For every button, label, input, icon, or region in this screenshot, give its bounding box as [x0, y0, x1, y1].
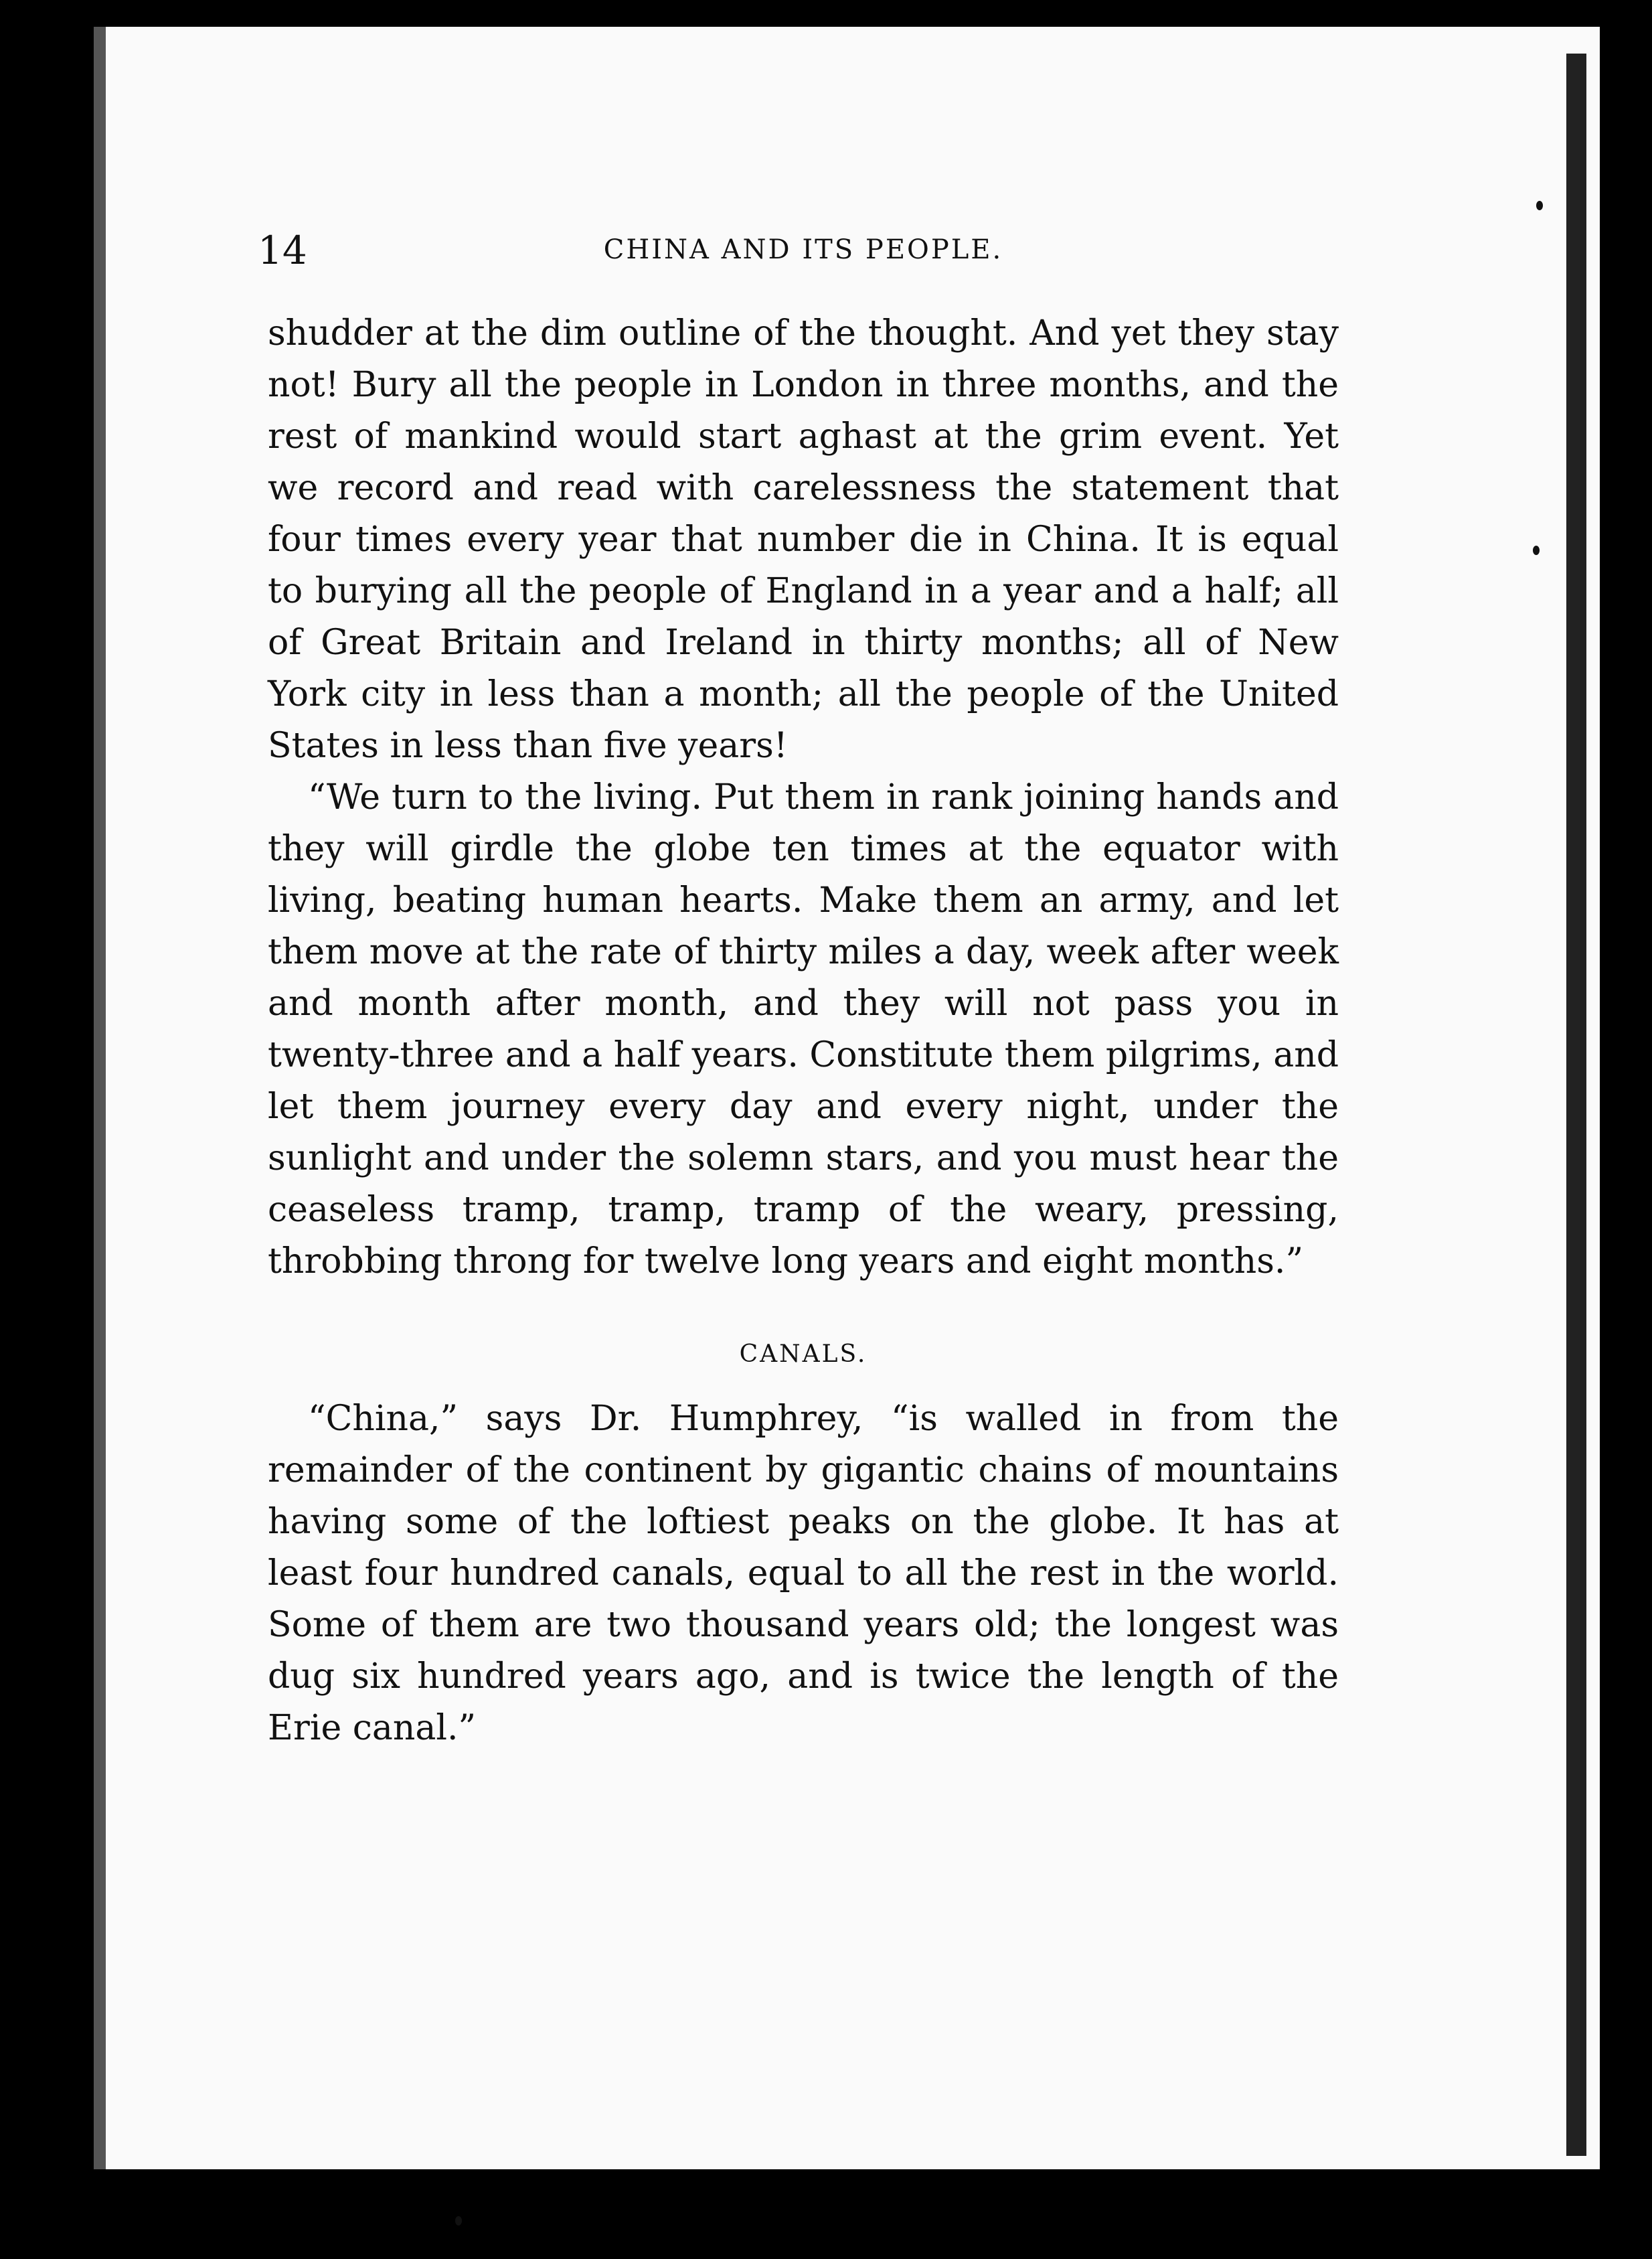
section-paragraph: “China,” says Dr. Humphrey, “is walled in from the remainder of the continent by gigantic chains of mountains having some of the loftiest peaks on the globe. It has at least four hundred canals, equal to all the rest in the world. Some of them are two thousand years old; the longest was dug six hundred years ago, and is twice the length of the Erie canal.”: [268, 1399, 1339, 1748]
body-text: [268, 308, 1339, 1754]
paragraph-2: “We turn to the living. Put them in rank joining hands and they will girdle the globe ten times at the equator with living, beating human hearts. Make them an army, and let them move at the rate of thirty miles a day, week after week and month after month, and they will not pass you in twenty-three and a half years. Constitute them pilgrims, and let them journey every day and every night, under the sunlight and under the solemn stars, and you must hear the ceaseless tramp, tramp, tramp of the weary, pressing, throbbing throng for twelve long years and eight months.”: [268, 777, 1339, 1281]
facing-page-edge: [1560, 27, 1600, 2169]
page-header: [258, 221, 1349, 281]
section-heading: CANALS.: [739, 1340, 868, 1368]
page-number: 14: [258, 228, 307, 273]
scan-speck: [455, 2216, 462, 2226]
binding-gutter: [1566, 54, 1586, 2156]
paragraph-1: shudder at the dim outline of the thought. And yet they stay not! Bury all the people in London in three months, and the rest of mankind would start aghast at the grim event. Yet we record and read with carelessness the statement that four times every year that number die in China. It is equal to burying all the people of England in a year and a half; all of Great Britain and Ireland in thirty months; all of New York city in less than a month; all the people of the United States in less than five years!: [268, 313, 1339, 766]
scan-speck: [1533, 546, 1540, 555]
page-edge-shadow: [94, 27, 106, 2169]
running-title: CHINA AND ITS PEOPLE.: [603, 234, 1003, 265]
scan-speck: [1536, 201, 1543, 210]
